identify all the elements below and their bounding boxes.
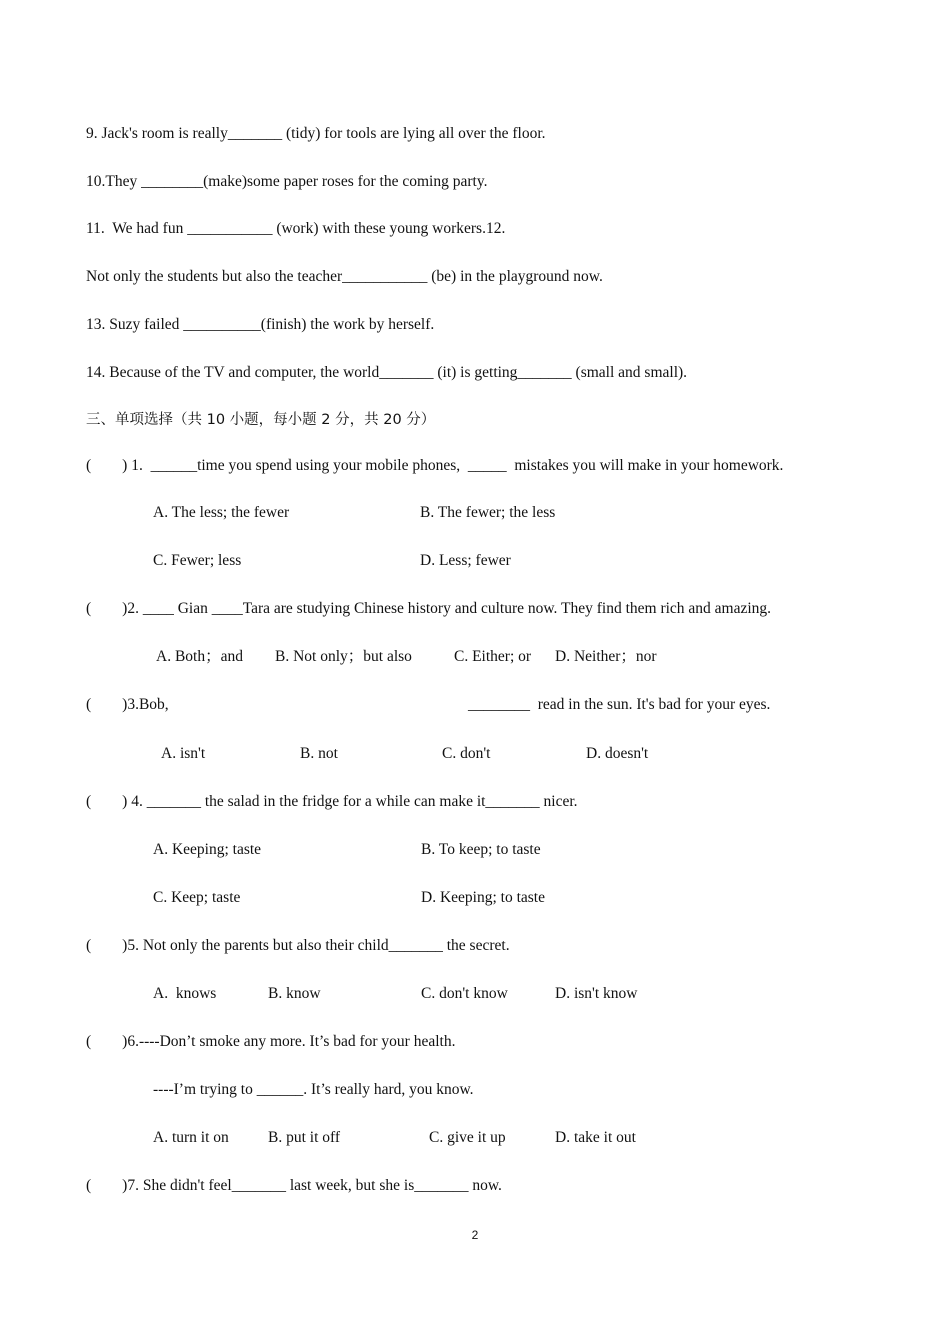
mc-question-4-stem: ( ) 4. _______ the salad in the fridge for a while can make it_______ nicer. [86, 793, 578, 810]
mc-question-2-option-a: A. Both；and [156, 648, 243, 665]
mc-question-1-option-b: B. The fewer; the less [420, 504, 556, 521]
mc-question-3-option-a: A. isn't [161, 745, 206, 762]
mc-question-2-option-c: C. Either; or [454, 648, 532, 665]
mc-question-2-option-d: D. Neither；nor [555, 648, 657, 665]
mc-question-3-option-d: D. doesn't [586, 745, 649, 762]
question-11: 11. We had fun ___________ (work) with these young workers.12. [86, 220, 506, 237]
mc-question-6-stem: ( )6.----Don’t smoke any more. It’s bad for your health. [86, 1033, 456, 1050]
mc-question-2-option-b: B. Not only；but also [275, 648, 412, 665]
mc-question-2-stem: ( )2. ____ Gian ____Tara are studying Chinese history and culture now. They find them rich and amazing. [86, 600, 772, 617]
question-14: 14. Because of the TV and computer, the world_______ (it) is getting_______ (small and small). [86, 364, 688, 381]
mc-question-6-option-d: D. take it out [555, 1129, 636, 1146]
mc-question-4-option-a: A. Keeping; taste [153, 841, 262, 858]
mc-question-1-stem: ( ) 1. ______time you spend using your mobile phones, _____ mistakes you will make in your homework. [86, 457, 784, 474]
mc-question-6-option-b: B. put it off [268, 1129, 341, 1146]
mc-question-4-option-d: D. Keeping; to taste [421, 889, 545, 906]
mc-question-7-stem: ( )7. She didn't feel_______ last week, but she is_______ now. [86, 1177, 502, 1194]
mc-question-5-option-d: D. isn't know [555, 985, 638, 1002]
mc-question-5-option-b: B. know [268, 985, 321, 1002]
question-12: Not only the students but also the teacher___________ (be) in the playground now. [86, 268, 603, 285]
mc-question-6-option-a: A. turn it on [153, 1129, 229, 1146]
mc-question-5-option-c: C. don't know [421, 985, 508, 1002]
mc-question-6-reply: ----I’m trying to ______. It’s really hard, you know. [153, 1081, 474, 1098]
question-10: 10.They ________(make)some paper roses for the coming party. [86, 173, 488, 190]
mc-question-3-option-c: C. don't [442, 745, 491, 762]
mc-question-3-stem: ( )3.Bob, [86, 696, 169, 713]
question-9: 9. Jack's room is really_______ (tidy) for tools are lying all over the floor. [86, 125, 546, 142]
mc-question-5-stem: ( )5. Not only the parents but also their child_______ the secret. [86, 937, 510, 954]
mc-question-3-stem-blank: ________ read in the sun. It's bad for your eyes. [468, 696, 771, 713]
mc-question-6-option-c: C. give it up [429, 1129, 506, 1146]
mc-question-1-option-a: A. The less; the fewer [153, 504, 290, 521]
mc-question-1-option-c: C. Fewer; less [153, 552, 242, 569]
mc-question-1-option-d: D. Less; fewer [420, 552, 511, 569]
mc-question-4-option-b: B. To keep; to taste [421, 841, 541, 858]
mc-question-4-option-c: C. Keep; taste [153, 889, 241, 906]
question-13: 13. Suzy failed __________(finish) the work by herself. [86, 316, 435, 333]
section-title: 三、单项选择（共 10 小题，每小题 2 分，共 20 分） [86, 412, 436, 428]
page-number: 2 [471, 1228, 479, 1242]
mc-question-5-option-a: A. knows [153, 985, 217, 1002]
mc-question-3-option-b: B. not [300, 745, 338, 762]
